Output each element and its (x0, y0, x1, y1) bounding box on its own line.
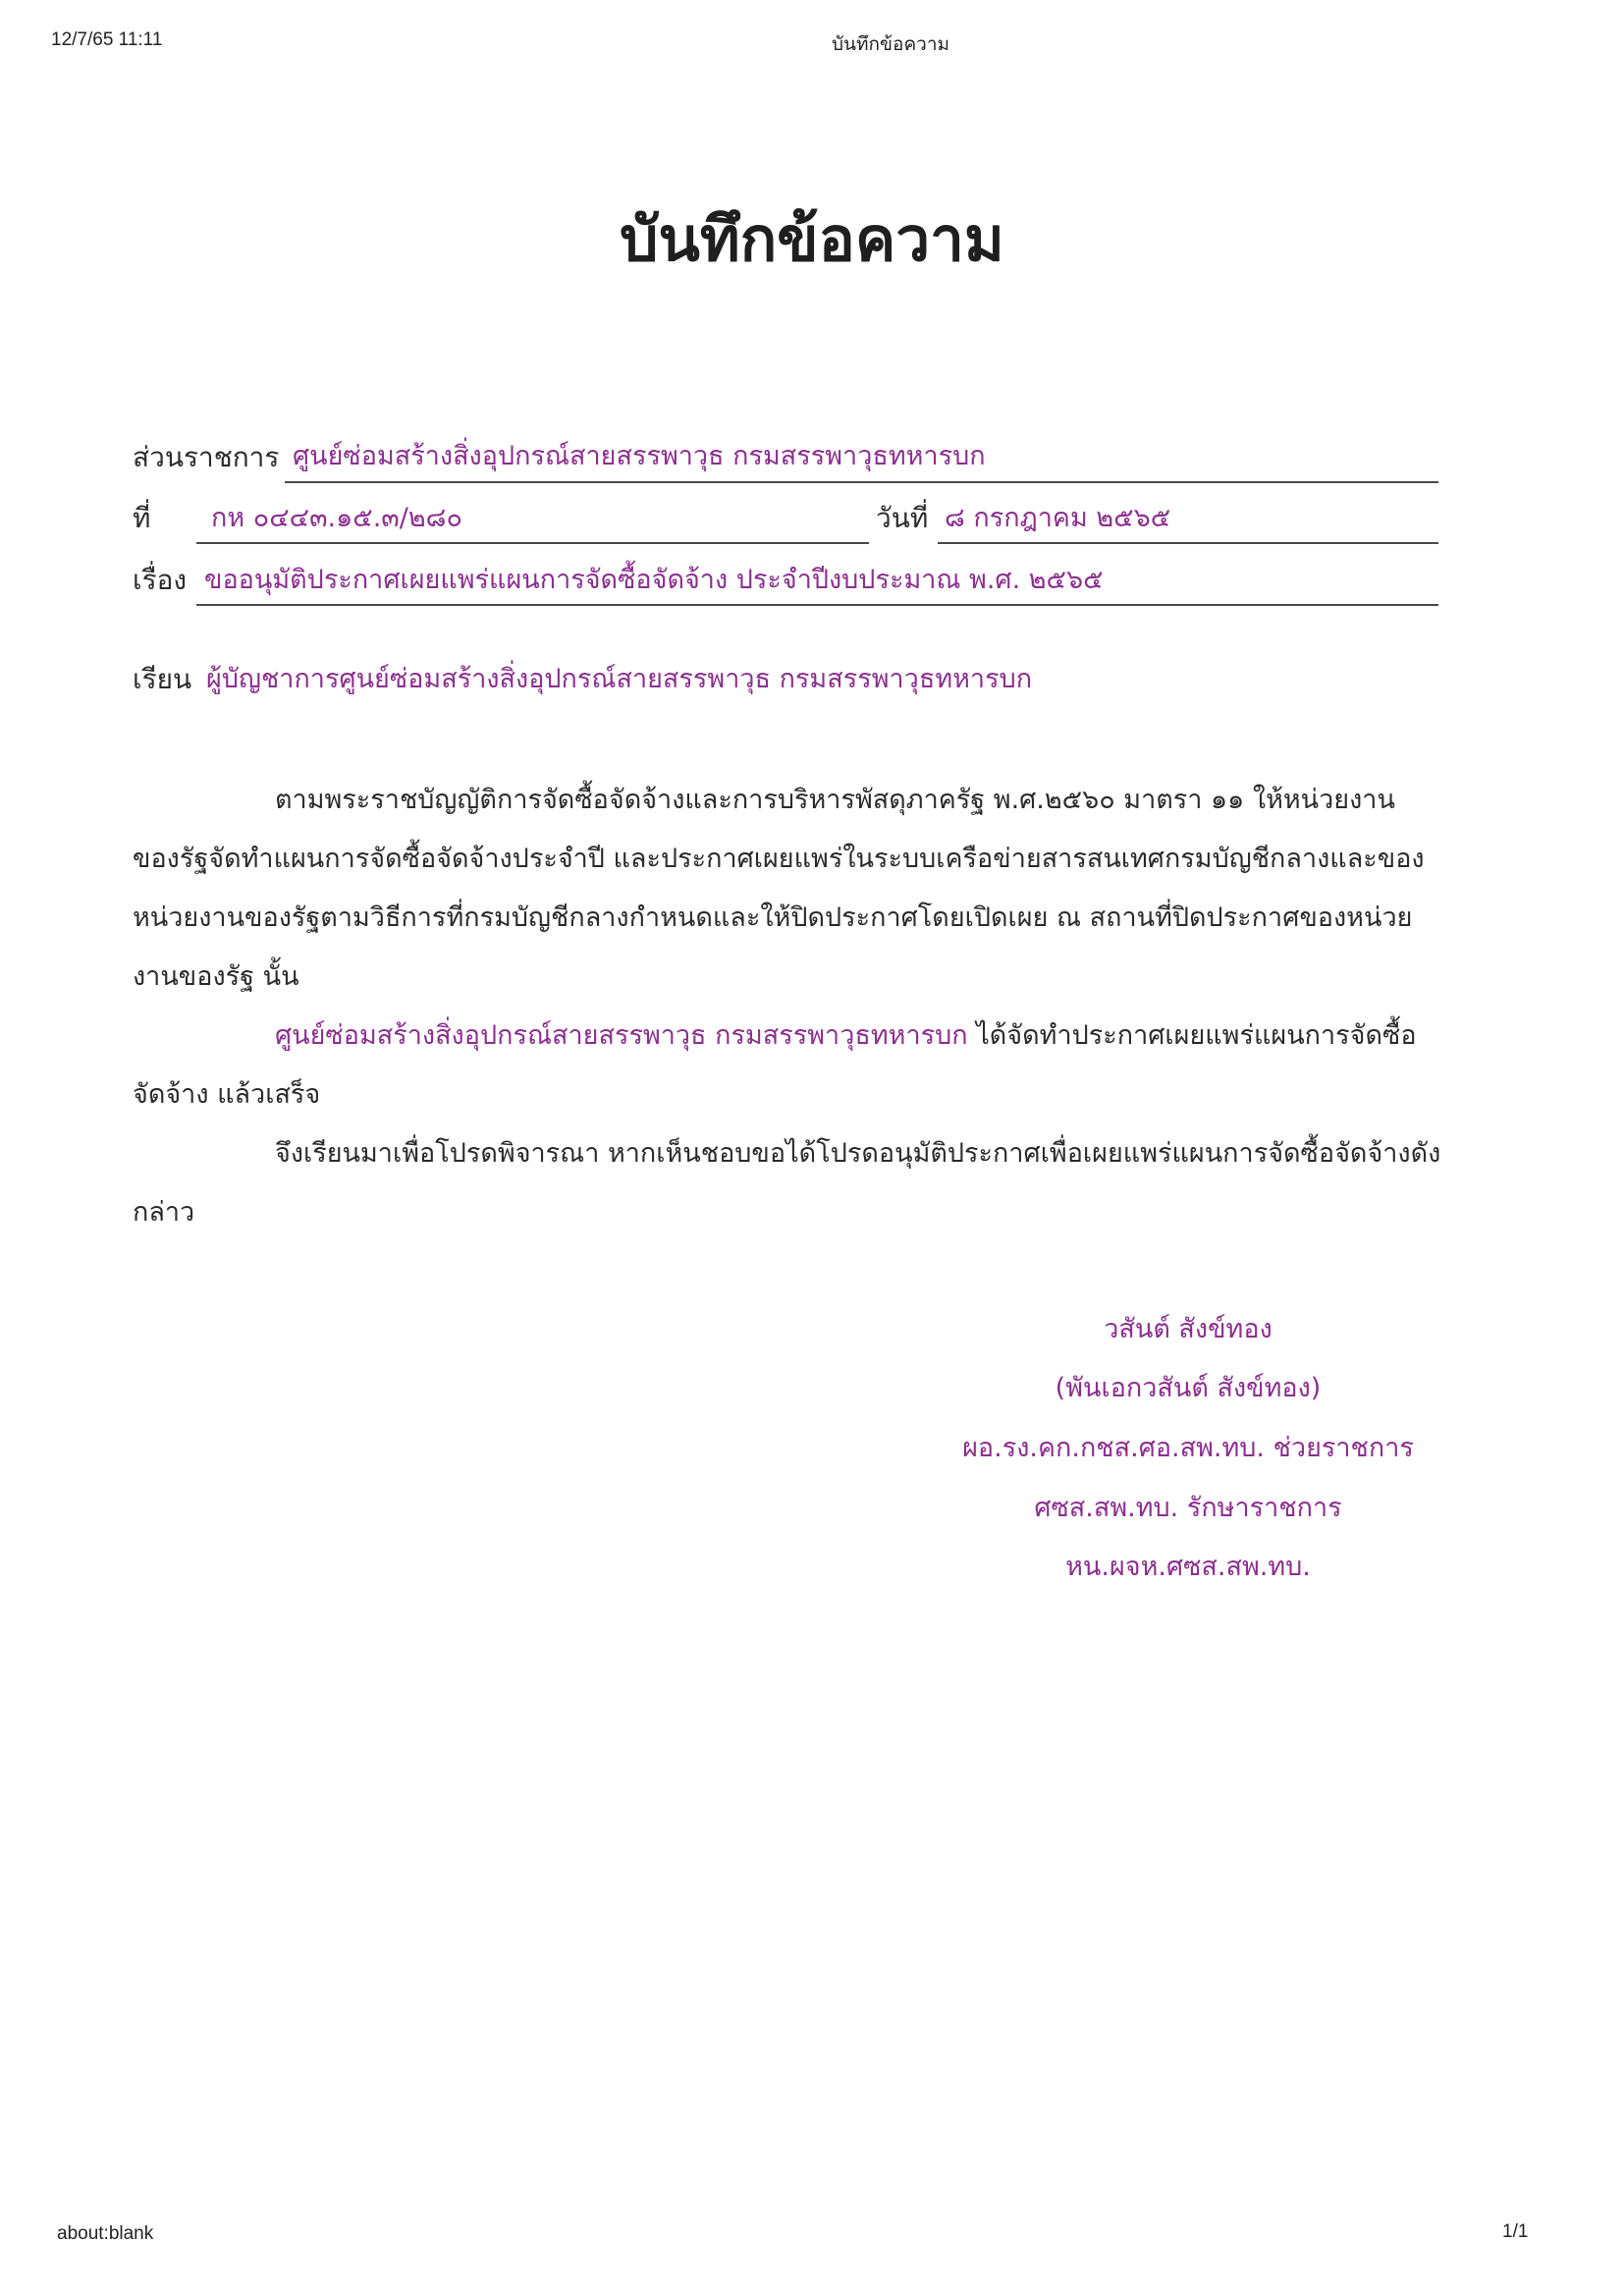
signature-name: วสันต์ สังข์ทอง (1104, 1314, 1272, 1344)
department-value: ศูนย์ซ่อมสร้างสิ่งอุปกรณ์สายสรรพาวุธ กรมสรรพาวุธทหารบก (293, 441, 986, 471)
body-p3-line2: กล่าว (133, 1197, 195, 1228)
body-p3-line1: จึงเรียนมาเพื่อโปรดพิจารณา หากเห็นชอบขอได้โปรดอนุมัติประกาศเพื่อเผยแพร่แผนการจัดซื้อจัดจ้างดัง (275, 1138, 1441, 1169)
body-p1-line2: ของรัฐจัดทำแผนการจัดซื้อจัดจ้างประจำปี และประกาศเผยแพร่ในระบบเครือข่ายสารสนเทศกรมบัญชีกลางและของ (133, 844, 1425, 874)
ref-label: ที่ (133, 502, 151, 534)
body-p2-line1 (275, 1013, 1591, 1056)
ref-underline (196, 542, 869, 544)
ref-value: กห ๐๔๔๓.๑๕.๓/๒๘๐ (211, 503, 462, 533)
department-underline (285, 481, 1438, 483)
body-p1-line3: หน่วยงานของรัฐตามวิธีการที่กรมบัญชีกลางกำหนดและให้ปิดประกาศโดยเปิดเผย ณ สถานที่ปิดประกาศของหน่วย (133, 902, 1413, 933)
body-p1-line4: งานของรัฐ นั้น (133, 961, 299, 992)
signature-position-1: ผอ.รง.คก.กชส.ศอ.สพ.ทบ. ช่วยราชการ (962, 1433, 1414, 1463)
signature-position-2: ศซส.สพ.ทบ. รักษาราชการ (1034, 1493, 1342, 1523)
print-page-count: 1/1 (1502, 2221, 1529, 2242)
body-p2-unit: ศูนย์ซ่อมสร้างสิ่งอุปกรณ์สายสรรพาวุธ กรมสรรพาวุธทหารบก (275, 1020, 968, 1051)
body-p2-line2: จัดจ้าง แล้วเสร็จ (133, 1079, 321, 1110)
body-p2-rest: ได้จัดทำประกาศเผยแพร่แผนการจัดซื้อ (967, 1020, 1417, 1051)
print-datetime: 12/7/65 11:11 (51, 29, 163, 50)
subject-value: ขออนุมัติประกาศเผยแพร่แผนการจัดซื้อจัดจ้าง ประจำปีงบประมาณ พ.ศ. ๒๕๖๕ (204, 565, 1104, 595)
subject-underline (196, 604, 1438, 606)
body-p1-line1: ตามพระราชบัญญัติการจัดซื้อจัดจ้างและการบริหารพัสดุภาครัฐ พ.ศ.๒๕๖๐ มาตรา ๑๑ ให้หน่วยงาน (275, 785, 1395, 815)
signature-position-3: หน.ผจห.ศซส.สพ.ทบ. (1065, 1552, 1311, 1582)
print-page-title: บันทึกข้อความ (831, 34, 950, 55)
memo-heading: บันทึกข้อความ (620, 203, 1004, 275)
date-value: ๘ กรกฎาคม ๒๕๖๕ (945, 503, 1171, 533)
to-value: ผู้บัญชาการศูนย์ซ่อมสร้างสิ่งอุปกรณ์สายสรรพาวุธ กรมสรรพาวุธทหารบก (206, 664, 1033, 694)
date-label: วันที่ (876, 502, 929, 534)
department-label: ส่วนราชการ (133, 441, 280, 473)
subject-label: เรื่อง (133, 564, 188, 596)
signature-full-name: (พันเอกวสันต์ สังข์ทอง) (1055, 1373, 1322, 1403)
date-underline (938, 542, 1438, 544)
to-label: เรียน (133, 663, 192, 695)
print-url: about:blank (57, 2223, 154, 2244)
